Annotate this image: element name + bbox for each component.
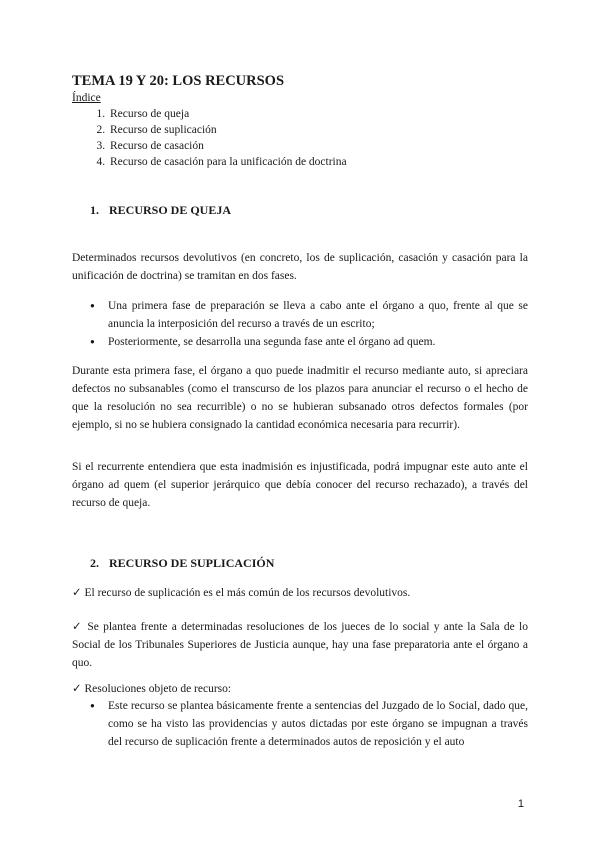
section-title: RECURSO DE QUEJA [109, 203, 232, 217]
document-title: TEMA 19 Y 20: LOS RECURSOS [72, 73, 285, 89]
list-item: ● Posteriormente, se desarrolla una segunda fase ante el órgano ad quem. [72, 333, 528, 351]
paragraph: Determinados recursos devolutivos (en concreto, los de suplicación, casación y casación para la unificación de doctrina) se tramitan en dos fases. [72, 252, 528, 282]
index-label: Índice [72, 92, 101, 104]
document-page [72, 72, 528, 748]
check-paragraph: ✓ Se plantea frente a determinadas resoluciones de los jueces de lo social y ante la Sala de lo Social de los Tribunales Superiores de Justicia aunque, hay una fase preparatoria ante el órgano a quo. [72, 621, 528, 669]
check-paragraph: ✓ El recurso de suplicación es el más común de los recursos devolutivos. [72, 587, 411, 599]
section-number: 1. [90, 203, 99, 217]
index-item: 4. Recurso de casación para la unificación de doctrina [108, 154, 528, 170]
index-item: 2. Recurso de suplicación [108, 122, 528, 138]
bullet-list [72, 297, 528, 351]
index-item: 1. Recurso de queja [108, 106, 528, 122]
paragraph: Durante esta primera fase, el órgano a quo puede inadmitir el recurso mediante auto, si apreciara defectos no subsanables (como el transcurso de los plazos para anunciar el recurso o el hecho de que la resolución no sea recurrible) o no se hubieran subsanado otros defectos formales (por ejemplo, si no se hubiera consignado la cantidad económica necesaria para recurrir). [72, 365, 528, 431]
list-item: ● Este recurso se plantea básicamente frente a sentencias del Juzgado de lo Social, dado que, como se ha visto las providencias y autos dictadas por este órgano se impugnan a través del recurso de suplicación frente a determinados autos de reposición y el auto [72, 697, 528, 751]
section-title: RECURSO DE SUPLICACIÓN [109, 556, 275, 570]
index-list [72, 106, 528, 170]
check-paragraph: ✓ Resoluciones objeto de recurso: [72, 683, 232, 695]
section-heading-suplicacion [90, 555, 274, 571]
page-number: 1 [517, 798, 524, 810]
section-heading-queja [90, 202, 231, 218]
list-item: ● Una primera fase de preparación se lleva a cabo ante el órgano a quo, frente al que se anuncia la interposición del recurso a través de un escrito; [72, 297, 528, 333]
bullet-list [72, 697, 528, 751]
paragraph: Si el recurrente entendiera que esta inadmisión es injustificada, podrá impugnar este auto ante el órgano ad quem (el superior jerárquico que debía conocer del recurso rechazado), a través del recurso de queja. [72, 461, 528, 509]
index-item: 3. Recurso de casación [108, 138, 528, 154]
section-number: 2. [90, 556, 99, 570]
